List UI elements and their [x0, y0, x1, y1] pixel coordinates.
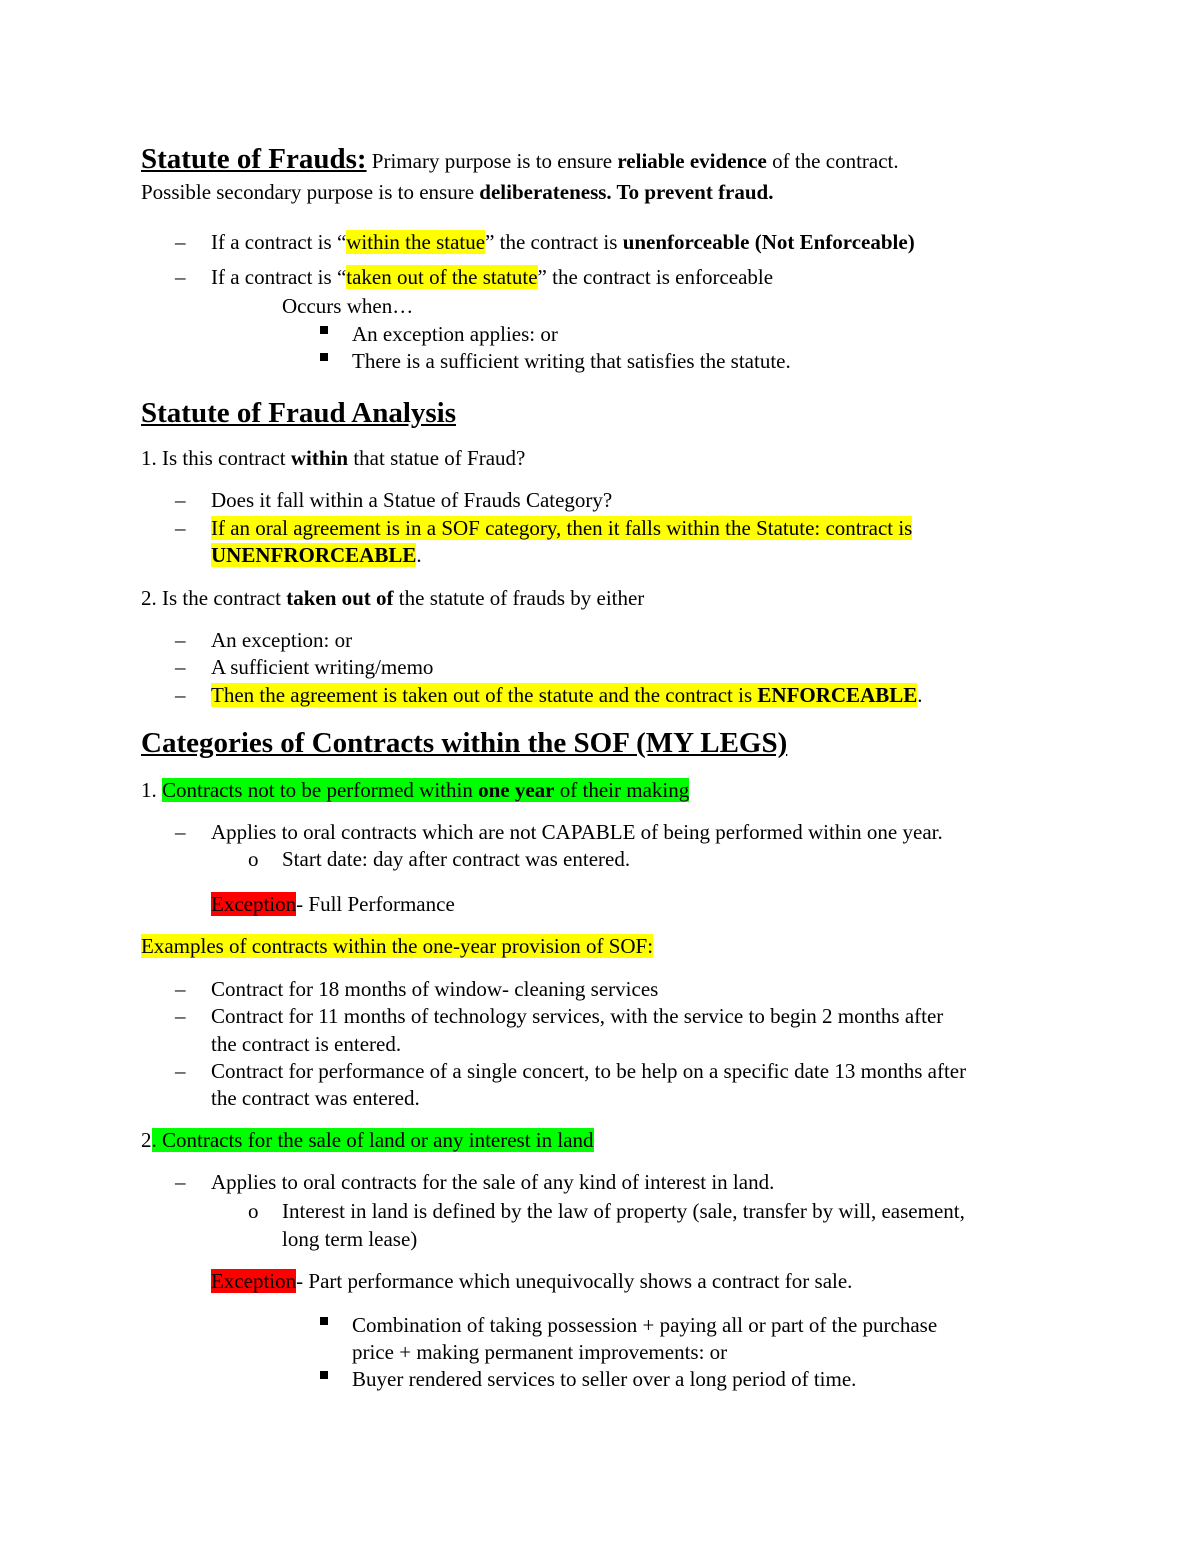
bold-text: within	[290, 446, 349, 470]
bold-text: taken out of	[286, 586, 394, 610]
highlight: Examples of contracts within the one-year provision of SOF:	[141, 934, 654, 958]
text: the statute of frauds by either	[393, 586, 645, 610]
circle-bullet: o	[248, 1199, 259, 1223]
square-bullet	[320, 1371, 328, 1379]
question-2	[141, 584, 644, 612]
sub-bullet-item: Start date: day after contract was entered.	[282, 847, 631, 871]
highlight: one year	[478, 778, 555, 802]
exception-label: Exception	[211, 1269, 297, 1293]
section3-title: Categories of Contracts within the SOF (MY LEGS)	[141, 727, 788, 759]
exception-line	[211, 890, 455, 918]
highlight: Contracts not to be performed within	[162, 778, 479, 802]
bold-text: deliberateness. To prevent fraud.	[479, 180, 774, 204]
text: 1.	[141, 778, 162, 802]
bullet-item-continued: the contract is entered.	[211, 1032, 402, 1056]
section1-line2	[141, 178, 774, 206]
text: Possible secondary purpose is to ensure	[141, 180, 480, 204]
bullet-item-continued	[211, 541, 422, 569]
text: 2	[141, 1128, 152, 1152]
question-1	[141, 444, 525, 472]
bullet-item: A sufficient writing/memo	[211, 655, 434, 679]
sub-bullet-item-continued: long term lease)	[282, 1227, 418, 1251]
text: ” the contract is	[485, 230, 623, 254]
text: of the contract.	[766, 149, 899, 173]
bullet-item: Contract for 11 months of technology services, with the service to begin 2 months after	[211, 1004, 944, 1028]
text: that statue of Fraud?	[348, 446, 526, 470]
dash-bullet: –	[175, 1004, 186, 1028]
highlight: of their making	[554, 778, 690, 802]
bullet-item: An exception: or	[211, 628, 353, 652]
occurs-when: Occurs when…	[282, 294, 414, 318]
text: .	[416, 543, 422, 567]
text: If a contract is “	[211, 230, 347, 254]
text: 1. Is this contract	[141, 446, 291, 470]
dash-bullet: –	[175, 655, 186, 679]
sub-bullet-item: Interest in land is defined by the law of property (sale, transfer by will, easement,	[282, 1199, 965, 1223]
bold-text: reliable evidence	[617, 149, 767, 173]
section1-line1	[141, 145, 899, 175]
category-1	[141, 776, 689, 804]
circle-bullet: o	[248, 847, 259, 871]
dash-bullet: –	[175, 488, 186, 512]
sub-bullet-item: There is a sufficient writing that satisfies the statute.	[352, 349, 791, 373]
section2-title: Statute of Fraud Analysis	[141, 397, 457, 429]
text: Primary purpose is to ensure	[371, 149, 618, 173]
bullet-item	[211, 681, 923, 709]
dash-bullet: –	[175, 820, 186, 844]
text: - Full Performance	[296, 892, 455, 916]
bullet-item	[211, 263, 773, 291]
dash-bullet: –	[175, 683, 186, 707]
bold-text: unenforceable (Not Enforceable)	[622, 230, 915, 254]
exception-line	[211, 1267, 852, 1295]
text: 2. Is the contract	[141, 586, 287, 610]
sub-bullet-item-continued: price + making permanent improvements: or	[352, 1340, 728, 1364]
dash-bullet: –	[175, 628, 186, 652]
text: If a contract is “	[211, 265, 347, 289]
text: ” the contract is enforceable	[537, 265, 774, 289]
square-bullet	[320, 1317, 328, 1325]
highlight: taken out of the statute	[346, 265, 538, 289]
sub-bullet-item: Buyer rendered services to seller over a long period of time.	[352, 1367, 857, 1391]
bullet-item: Contract for performance of a single concert, to be help on a specific date 13 months after	[211, 1059, 967, 1083]
exception-label: Exception	[211, 892, 297, 916]
bullet-item	[211, 514, 912, 542]
highlight: ENFORCEABLE	[757, 683, 918, 707]
highlight: If an oral agreement is in a SOF category, then it falls within the Statute: contract is	[211, 516, 913, 540]
sub-bullet-item: An exception applies: or	[352, 322, 558, 346]
dash-bullet: –	[175, 1059, 186, 1083]
bullet-item: Does it fall within a Statue of Frauds Category?	[211, 488, 613, 512]
bullet-item: Contract for 18 months of window- cleaning services	[211, 977, 659, 1001]
dash-bullet: –	[175, 1170, 186, 1194]
text: - Part performance which unequivocally shows a contract for sale.	[296, 1269, 853, 1293]
dash-bullet: –	[175, 977, 186, 1001]
dash-bullet: –	[175, 265, 186, 289]
text: .	[917, 683, 923, 707]
square-bullet	[320, 326, 328, 334]
highlight: UNENFRORCEABLE	[211, 543, 417, 567]
highlight: within the statue	[346, 230, 486, 254]
bullet-item	[211, 228, 915, 256]
sub-bullet-item: Combination of taking possession + paying all or part of the purchase	[352, 1313, 938, 1337]
dash-bullet: –	[175, 516, 186, 540]
section1-title: Statute of Frauds:	[141, 143, 367, 175]
highlight: Then the agreement is taken out of the statute and the contract is	[211, 683, 758, 707]
bullet-item: Applies to oral contracts which are not CAPABLE of being performed within one year.	[211, 820, 943, 844]
highlight: . Contracts for the sale of land or any interest in land	[151, 1128, 594, 1152]
bullet-item: Applies to oral contracts for the sale of any kind of interest in land.	[211, 1170, 775, 1194]
category-2	[141, 1126, 594, 1154]
bullet-item-continued: the contract was entered.	[211, 1086, 420, 1110]
square-bullet	[320, 353, 328, 361]
examples-heading	[141, 932, 653, 960]
dash-bullet: –	[175, 230, 186, 254]
